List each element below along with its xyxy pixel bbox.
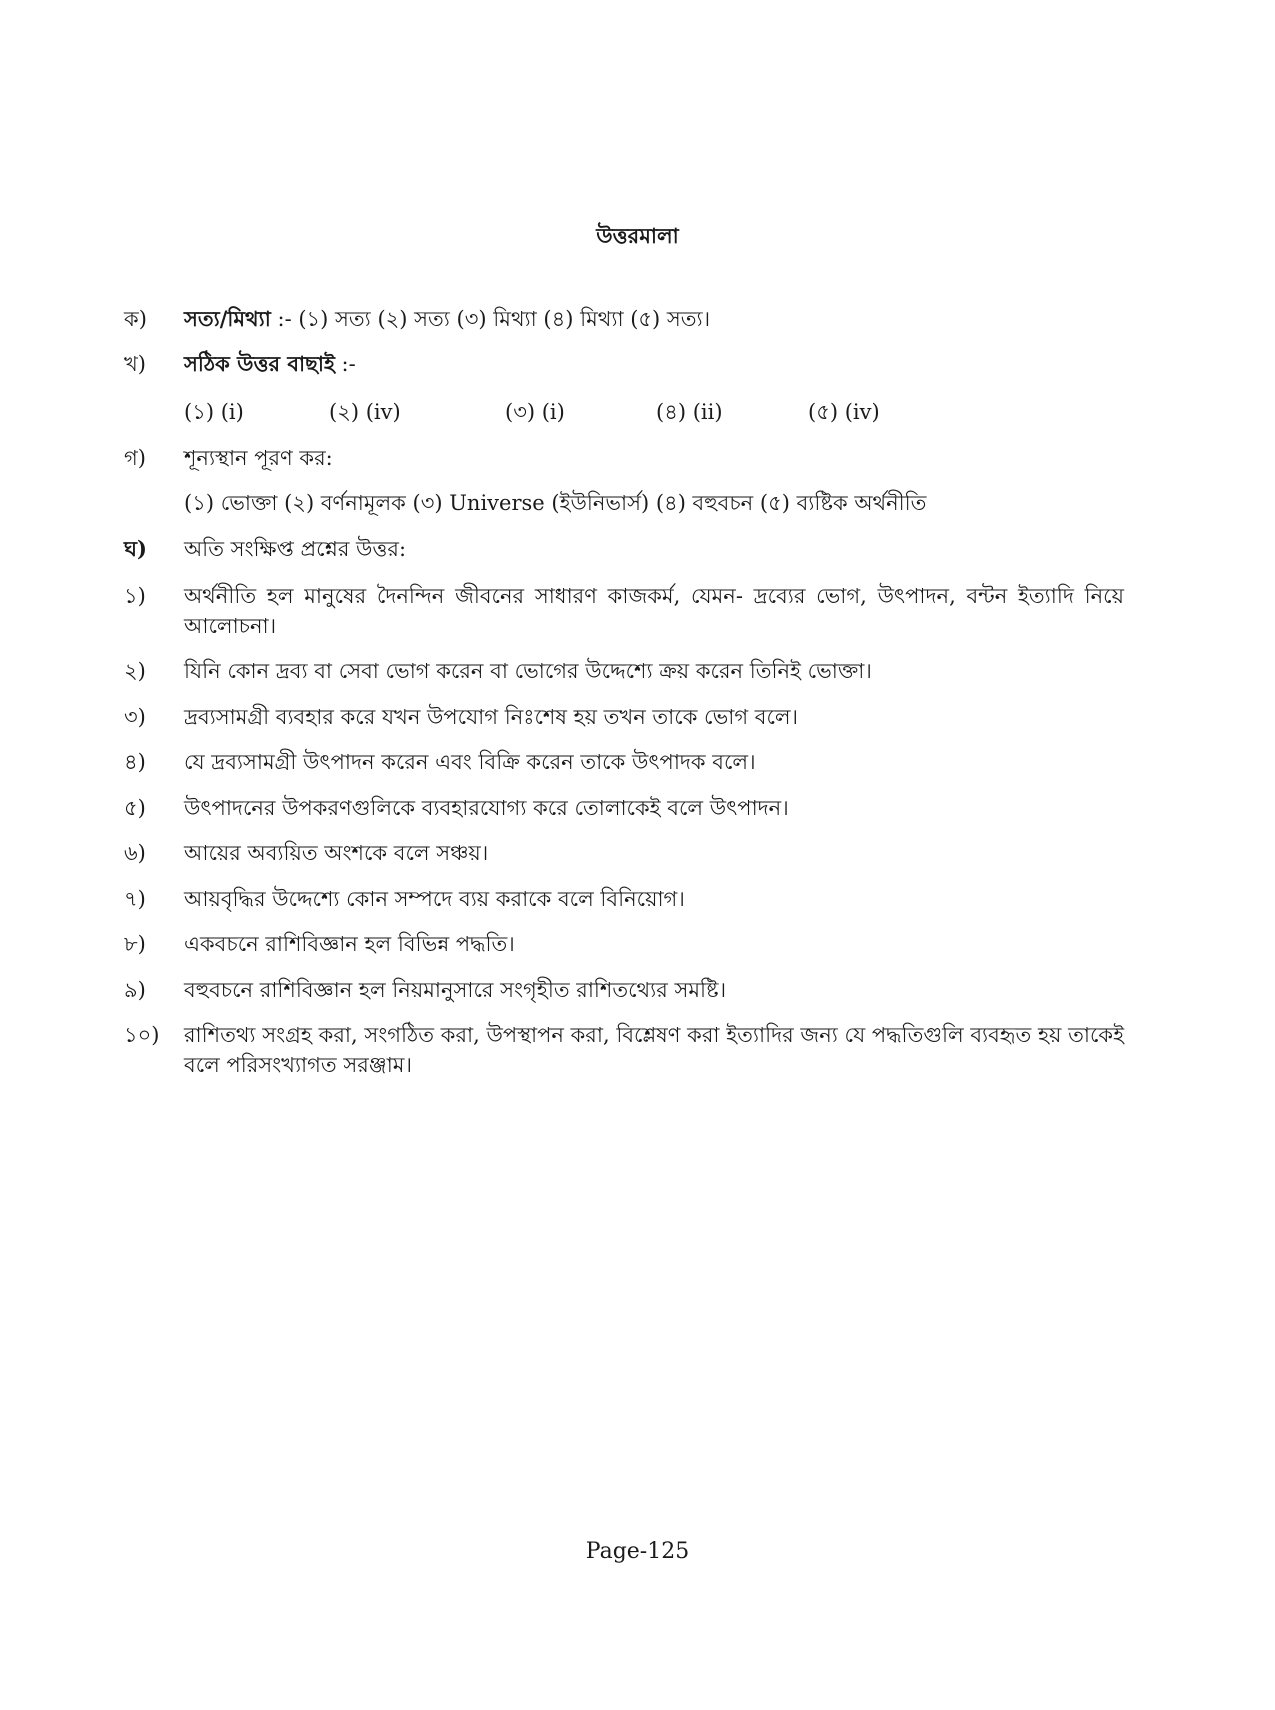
- item-number: ৫): [124, 796, 146, 820]
- section-heading: সঠিক উত্তর বাছাই: [184, 351, 335, 376]
- item-number: ১): [124, 584, 146, 608]
- section-heading: সত্য/মিথ্যা: [184, 306, 271, 331]
- page-title: উত্তরমালা: [596, 223, 679, 248]
- item-number: ১০): [124, 1023, 160, 1047]
- item-text: রাশিতথ্য সংগ্রহ করা, সংগঠিত করা, উপস্থাপন করা, বিশ্লেষণ করা ইত্যাদির জন্য যে পদ্ধতিগুলি ব্যবহৃত হয় তাকেই বলে পরিসংখ্যাগত সরঞ্জাম।: [184, 1023, 1124, 1077]
- mcq-answer: (৩) (i): [505, 400, 565, 424]
- item-text: একবচনে রাশিবিজ্ঞান হল বিভিন্ন পদ্ধতি।: [184, 932, 515, 956]
- item-text: আয়বৃদ্ধির উদ্দেশ্যে কোন সম্পদে ব্যয় করাকে বলে বিনিয়োগ।: [184, 887, 685, 911]
- mcq-answer: (১) (i): [184, 400, 244, 424]
- section-label: ঘ): [124, 536, 147, 561]
- item-number: ২): [124, 659, 146, 683]
- item-number: ৮): [124, 932, 146, 956]
- item-text: বহুবচনে রাশিবিজ্ঞান হল নিয়মানুসারে সংগৃহীত রাশিতথ্যের সমষ্টি।: [184, 978, 727, 1002]
- document-page: উত্তরমালা ক) সত্য/মিথ্যা :- (১) সত্য (২) সত্য (৩) মিথ্যা (৪) মিথ্যা (৫) সত্য। খ) সঠিক উত্তর বাছাই :- (১) (i) (২) (iv) (৩) (i) (৪) (ii) (৫) (iv) গ) শূন্যস্থান পূরণ কর: (১) ভোক্তা (২) বর্ণনামূলক (৩) Universe (ইউনিভার্স) (৪) বহুবচন (৫) ব্যষ্টিক অর্থনীতি ঘ) অতি সংক্ষিপ্ত প্রশ্নের উত্তর: ১) অর্থনীতি হল মানুষের দৈনন্দিন জীবনের সাধারণ কাজকর্ম, যেমন- দ্রব্যের ভোগ, উৎপাদন, বন্টন ইত্যাদি নিয়ে আলোচনা। ২) যিনি কোন দ্রব্য বা সেবা ভোগ করেন বা ভোগের উদ্দেশ্যে ক্রয় করেন তিনিই ভোক্তা। ৩) দ্রব্যসামগ্রী ব্যবহার করে যখন উপযোগ নিঃশেষ হয় তখন তাকে ভোগ বলে। ৪) যে দ্রব্যসামগ্রী উৎপাদন করেন এবং বিক্রি করেন তাকে উৎপাদক বলে। ৫) উৎপাদনের উপকরণগুলিকে ব্যবহারযোগ্য করে তোলাকেই বলে উৎপাদন। ৬) আয়ের অব্যয়িত অংশকে বলে সঞ্চয়। ৭) আয়বৃদ্ধির উদ্দেশ্যে কোন সম্পদে ব্যয় করাকে বলে বিনিয়োগ। ৮) একবচনে রাশিবিজ্ঞান হল বিভিন্ন পদ্ধতি। ৯) বহুবচনে রাশিবিজ্ঞান হল নিয়মানুসারে সংগৃহীত রাশিতথ্যের সমষ্টি। ১০) রাশিতথ্য সংগ্রহ করা, সংগঠিত করা, উপস্থাপন করা, বিশ্লেষণ করা ইত্যাদির জন্য যে পদ্ধতিগুলি ব্যবহৃত হয় তাকেই বলে পরিসংখ্যাগত সরঞ্জাম। Page-125: [0, 0, 1275, 1710]
- item-number: ৬): [124, 841, 146, 865]
- item-text: যে দ্রব্যসামগ্রী উৎপাদন করেন এবং বিক্রি করেন তাকে উৎপাদক বলে।: [184, 750, 756, 774]
- item-text: দ্রব্যসামগ্রী ব্যবহার করে যখন উপযোগ নিঃশেষ হয় তখন তাকে ভোগ বলে।: [184, 705, 799, 729]
- section-label: খ): [124, 352, 146, 376]
- item-number: ৩): [124, 705, 146, 729]
- item-text: উৎপাদনের উপকরণগুলিকে ব্যবহারযোগ্য করে তোলাকেই বলে উৎপাদন।: [184, 796, 789, 820]
- item-text: অর্থনীতি হল মানুষের দৈনন্দিন জীবনের সাধারণ কাজকর্ম, যেমন- দ্রব্যের ভোগ, উৎপাদন, বন্টন ইত্যাদি নিয়ে আলোচনা।: [184, 584, 1124, 638]
- item-number: ৭): [124, 887, 146, 911]
- item-text: যিনি কোন দ্রব্য বা সেবা ভোগ করেন বা ভোগের উদ্দেশ্যে ক্রয় করেন তিনিই ভোক্তা।: [184, 659, 872, 683]
- mcq-answer: (২) (iv): [329, 400, 401, 424]
- item-number: ৪): [124, 750, 146, 774]
- section-heading: অতি সংক্ষিপ্ত প্রশ্নের উত্তর:: [184, 537, 407, 561]
- section-label: গ): [124, 446, 146, 470]
- item-text: আয়ের অব্যয়িত অংশকে বলে সঞ্চয়।: [184, 841, 489, 865]
- mcq-answer: (৫) (iv): [808, 400, 880, 424]
- mcq-answer: (৪) (ii): [656, 400, 723, 424]
- page-number: Page-125: [585, 1539, 690, 1564]
- section-label: ক): [124, 307, 147, 331]
- section-answers: :- (১) সত্য (২) সত্য (৩) মিথ্যা (৪) মিথ্যা (৫) সত্য।: [270, 307, 711, 331]
- section-heading: শূন্যস্থান পূরণ কর:: [184, 446, 333, 470]
- item-number: ৯): [124, 978, 146, 1002]
